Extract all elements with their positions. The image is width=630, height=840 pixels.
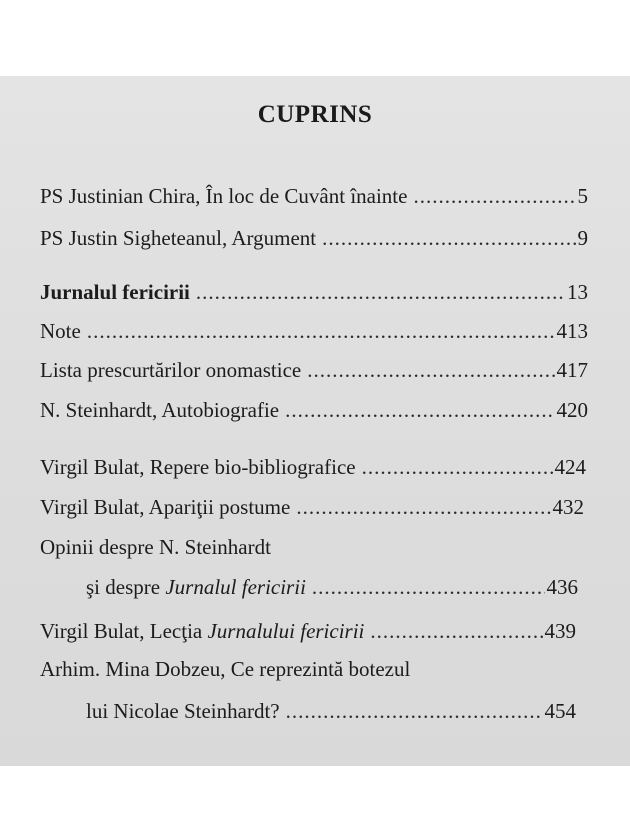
toc-entry xyxy=(40,618,576,644)
toc-leader-dots xyxy=(307,357,554,383)
toc-entry xyxy=(40,454,586,480)
toc-entry-title: Lista prescurtărilor onomastice xyxy=(40,358,302,382)
toc-entry-title-prefix: Virgil Bulat, Lecţia xyxy=(40,619,208,643)
toc-page-number: 417 xyxy=(556,358,588,382)
toc-entry xyxy=(40,279,588,305)
toc-entry-title: N. Steinhardt, Autobiografie xyxy=(40,398,280,422)
toc-entry xyxy=(86,698,576,724)
toc-page-number: 13 xyxy=(567,280,588,304)
toc-page-number: 9 xyxy=(577,226,588,250)
toc-entry xyxy=(86,574,578,600)
toc-leader-dots xyxy=(286,698,543,724)
toc-entry xyxy=(40,183,588,209)
toc-entry-title: Virgil Bulat, Repere bio-bibliografice xyxy=(40,455,356,479)
toc-entry-title-prefix: şi despre xyxy=(86,575,166,599)
toc-leader-dots xyxy=(296,494,550,520)
toc-page-number: 424 xyxy=(554,455,586,479)
toc-entry-title-line1: Arhim. Mina Dobzeu, Ce reprezintă botezul xyxy=(40,657,411,681)
toc-entry-title: lui Nicolae Steinhardt? xyxy=(86,699,280,723)
toc-page-number: 454 xyxy=(544,699,576,723)
toc-page-number: 432 xyxy=(552,495,584,519)
toc-page-number: 5 xyxy=(577,184,588,208)
toc-entry-title xyxy=(40,618,364,644)
toc-entry-title-italic: Jurnalului fericirii xyxy=(207,619,365,643)
toc-entry-title-italic: Jurnalul fericirii xyxy=(165,575,306,599)
toc-leader-dots xyxy=(413,183,575,209)
toc-page-number: 413 xyxy=(556,319,588,343)
toc-entry xyxy=(40,357,588,383)
toc-leader-dots xyxy=(370,618,542,644)
toc-entry xyxy=(40,494,584,520)
toc-page-number: 436 xyxy=(546,575,578,599)
toc-leader-dots xyxy=(196,279,565,305)
toc-entry-title: PS Justinian Chira, În loc de Cuvânt înainte xyxy=(40,184,408,208)
toc-entry-title: Jurnalul fericirii xyxy=(40,280,190,304)
toc-leader-dots xyxy=(322,225,575,251)
toc-entry-title: Virgil Bulat, Apariţii postume xyxy=(40,495,291,519)
toc-leader-dots xyxy=(285,397,554,423)
toc-entry-title-line1: Opinii despre N. Steinhardt xyxy=(40,535,271,559)
toc-leader-dots xyxy=(362,454,553,480)
toc-page-number: 439 xyxy=(544,619,576,643)
toc-entry-title xyxy=(86,574,306,600)
toc-leader-dots xyxy=(87,318,555,344)
toc-entry-title: Note xyxy=(40,319,81,343)
toc-page-number: 420 xyxy=(556,398,588,422)
toc-leader-dots xyxy=(312,574,545,600)
toc-entry xyxy=(40,397,588,423)
toc-entry xyxy=(40,225,588,251)
page-title: CUPRINS xyxy=(257,101,373,128)
toc-entry xyxy=(40,318,588,344)
toc-entry-title: PS Justin Sigheteanul, Argument xyxy=(40,226,317,250)
